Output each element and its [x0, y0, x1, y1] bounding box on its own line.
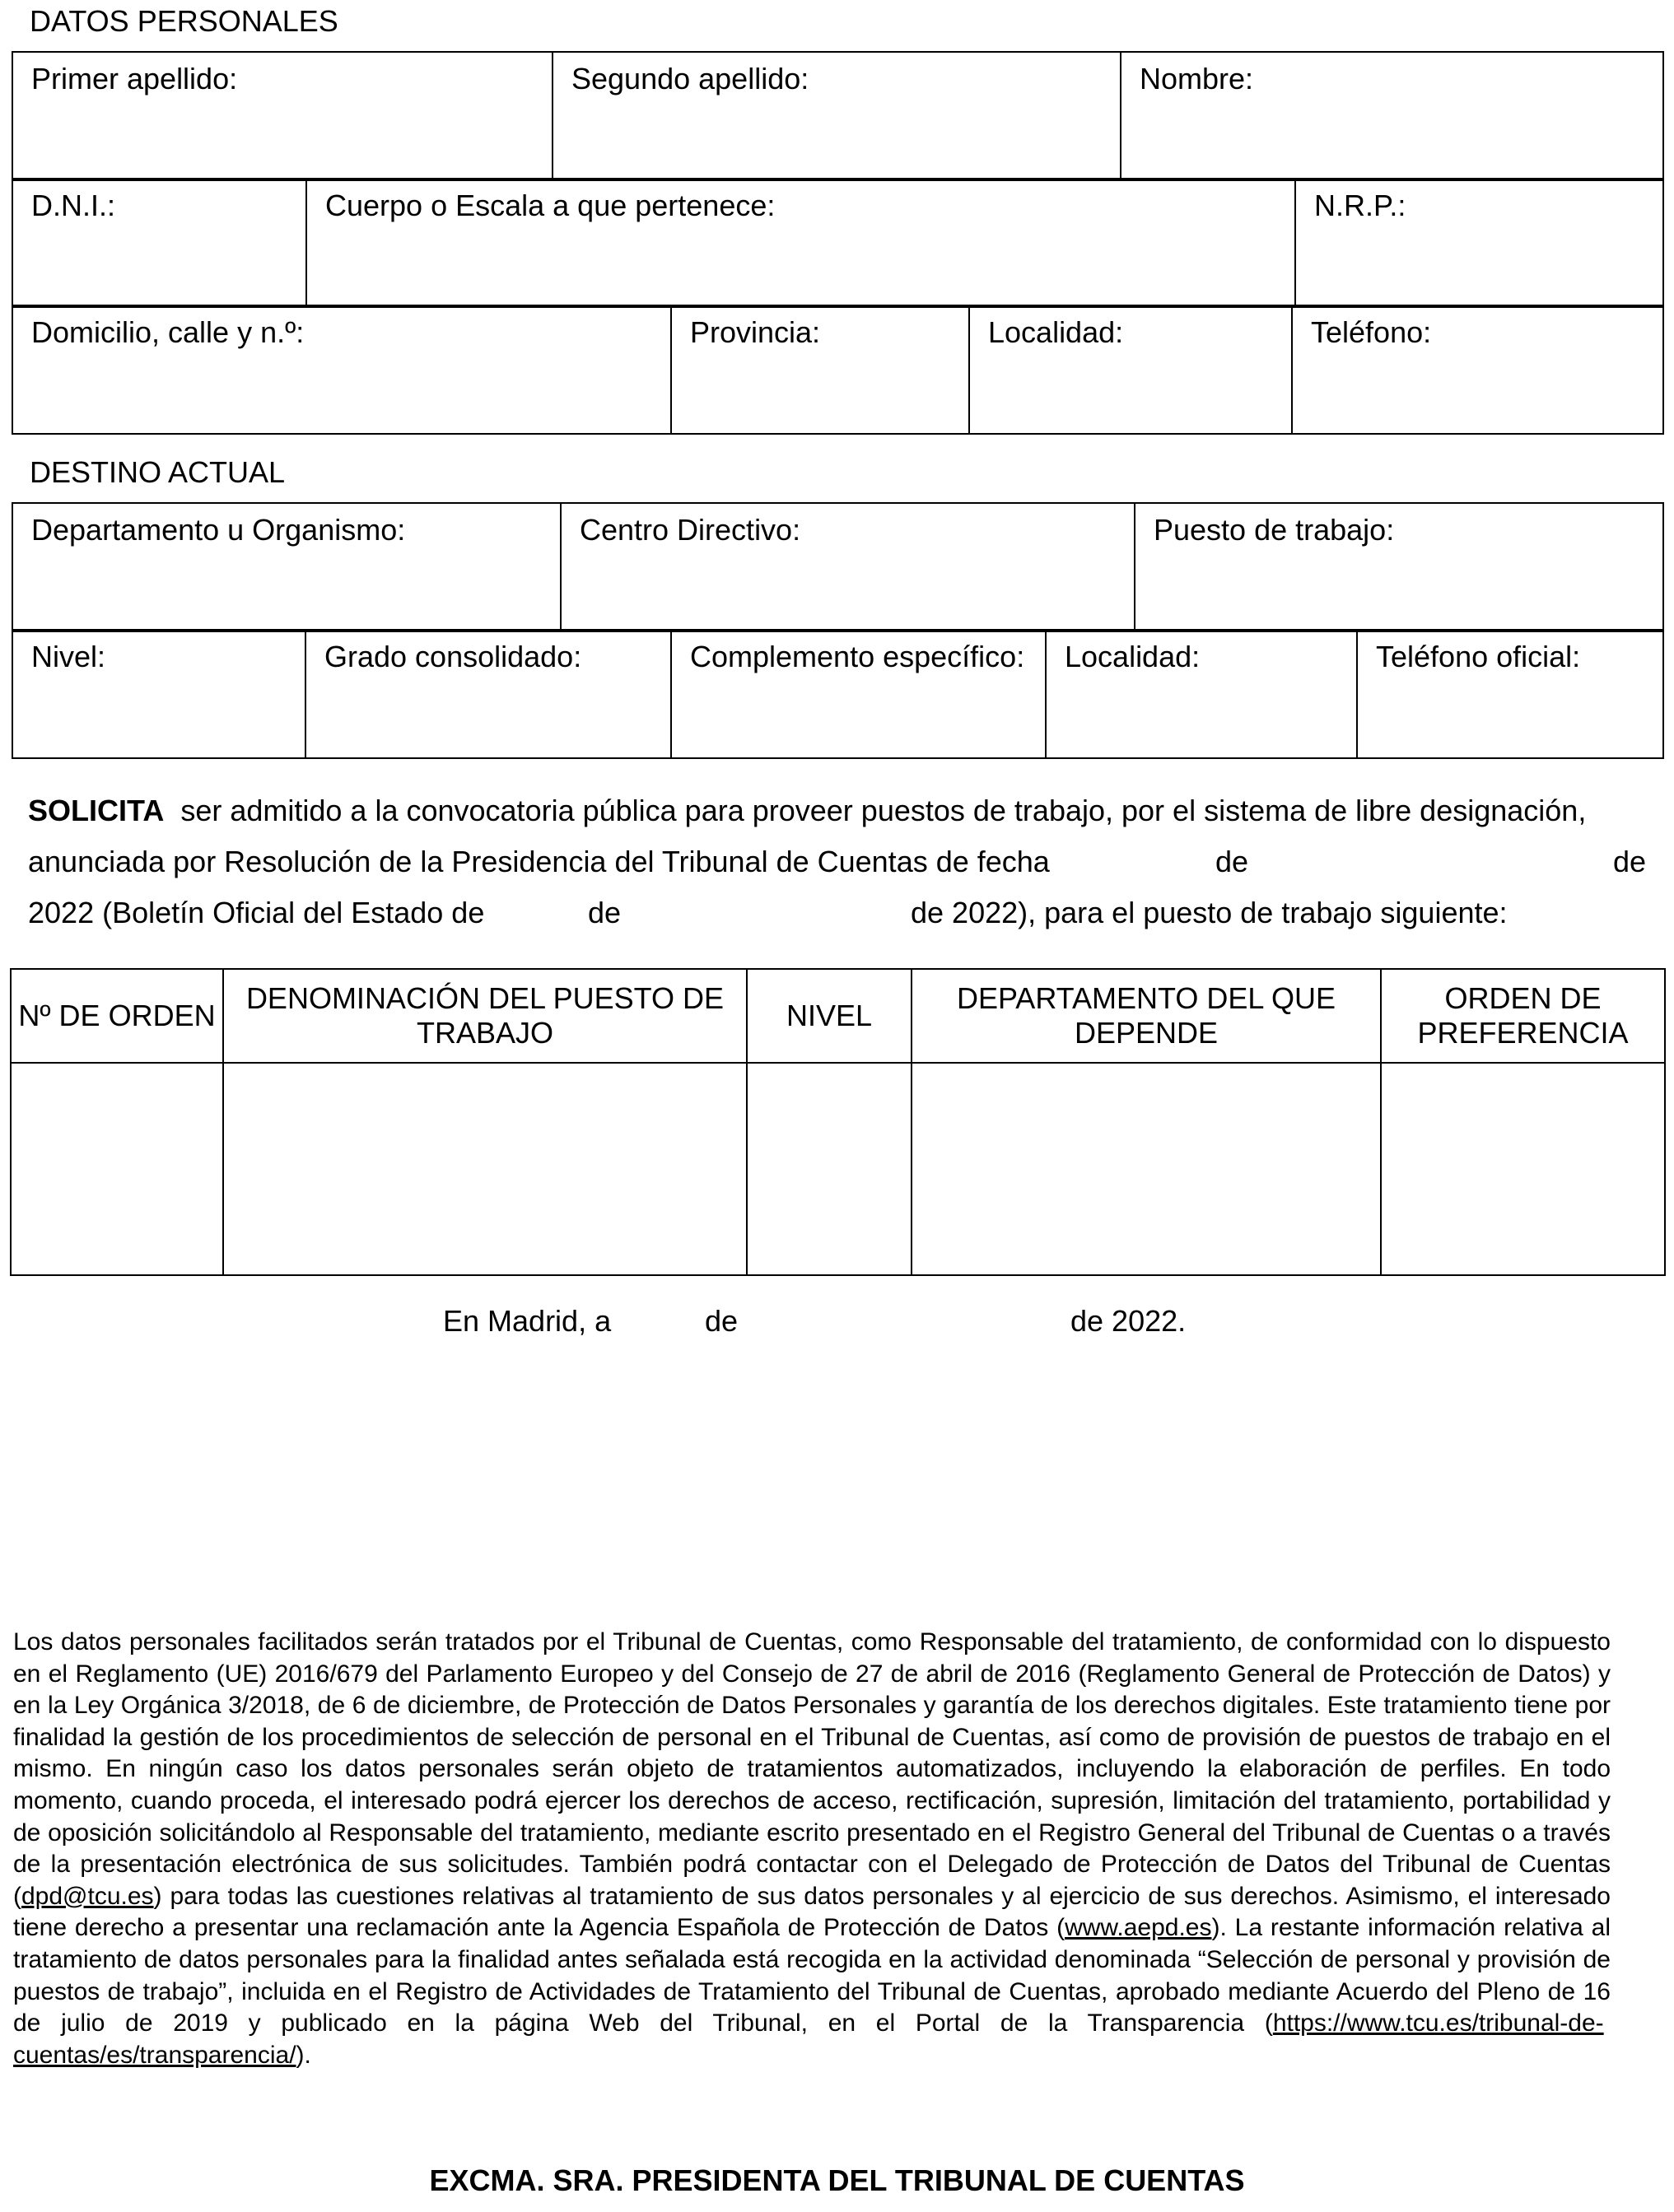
dni-field[interactable]: D.N.I.: — [12, 179, 306, 307]
signature-de-1: de — [705, 1304, 739, 1338]
aepd-link[interactable]: www.aepd.es — [1065, 1914, 1212, 1942]
solicita-line-1: SOLICITA ser admitido a la convocatoria pública para proveer puestos de trabajo, por el sistema de libre designación, — [28, 794, 1587, 827]
cuerpo-escala-field[interactable]: Cuerpo o Escala a que pertenece: — [306, 179, 1295, 307]
nombre-field[interactable]: Nombre: — [1121, 52, 1663, 180]
data-protection-notice: Los datos personales facilitados serán tratados por el Tribunal de Cuentas, como Responsable del tratamiento, de conformidad con lo dispuesto en el Reglamento (UE) 2016/679 del Parlamento Europeo y del Consejo de 27 de abril de 2016 (Reglamento General de Protección de Datos) y en la Ley Orgánica 3/2018, de 6 de diciembre, de Protección de Datos Personales y garantía de los derechos digitales. Este tratamiento tiene por finalidad la gestión de los procedimientos de selección de personal en el Tribunal de Cuentas, así como de provisión de puestos de trabajo en el mismo. En ningún caso los datos personales serán objeto de tratamientos automatizados, incluyendo la elaboración de perfiles. En todo momento, cuando proceda, el interesado podrá ejercer los derechos de acceso, rectificación, supresión, limitación del tratamiento, portabilidad y de oposición solicitándolo al Responsable del tratamiento, mediante escrito presentado en el Registro General del Tribunal de Cuentas o a través de la presentación electrónica de sus solicitudes. También podrá contactar con el Delegado de Protección de Datos del Tribunal de Cuentas (dpd@tcu.es) para todas las cuestiones relativas al tratamiento de sus datos personales y al ejercicio de sus derechos. Asimismo, el interesado tiene derecho a presentar una reclamación ante la Agencia Española de Protección de Datos (www.aepd.es). La restante información relativa al tratamiento de datos personales para la finalidad antes señalada está recogida en la actividad denominada “Selección de personal y provisión de puestos de trabajo”, incluida en el Registro de Actividades de Tratamiento del Tribunal de Cuentas, aprobado mediante Acuerdo del Pleno de 16 de julio de 2019 y publicado en la página Web del Tribunal, en el Portal de la Transparencia (https://www.tcu.es/tribunal-de- cuentas/es/transparencia/). — [13, 1628, 1611, 2069]
puesto-trabajo-field[interactable]: Puesto de trabajo: — [1135, 503, 1663, 631]
cell-departamento[interactable] — [912, 1063, 1381, 1275]
destino-localidad-field[interactable]: Localidad: — [1046, 630, 1357, 758]
header-orden-preferencia: ORDEN DE PREFERENCIA — [1381, 969, 1665, 1063]
section-title-destino: DESTINO ACTUAL — [30, 455, 286, 489]
cell-nivel[interactable] — [747, 1063, 912, 1275]
personal-data-table-row2 — [12, 178, 1664, 308]
dpd-email-link[interactable]: dpd@tcu.es — [21, 1882, 154, 1910]
transparency-link-part1[interactable]: https://www.tcu.es/tribunal-de- — [1272, 2009, 1604, 2037]
localidad-field[interactable]: Localidad: — [969, 305, 1292, 434]
addressee: EXCMA. SRA. PRESIDENTA DEL TRIBUNAL DE CUENTAS — [429, 2163, 1245, 2197]
transparency-link-part2[interactable]: cuentas/es/transparencia/ — [13, 2041, 296, 2069]
header-departamento: DEPARTAMENTO DEL QUE DEPENDE — [912, 969, 1381, 1063]
header-nivel: NIVEL — [747, 969, 912, 1063]
departamento-field[interactable]: Departamento u Organismo: — [12, 503, 561, 631]
cell-denominacion[interactable] — [223, 1063, 747, 1275]
telefono-oficial-field[interactable]: Teléfono oficial: — [1357, 630, 1663, 758]
domicilio-field[interactable]: Domicilio, calle y n.º: — [12, 305, 671, 434]
solicita-line-2: anunciada por Resolución de la Presidencia del Tribunal de Cuentas de fecha de de — [28, 845, 1647, 878]
telefono-field[interactable]: Teléfono: — [1292, 305, 1663, 434]
solicita-line-3: 2022 (Boletín Oficial del Estado de de de 2022), para el puesto de trabajo siguiente: — [28, 896, 1508, 929]
nrp-field[interactable]: N.R.P.: — [1295, 179, 1663, 307]
grado-consolidado-field[interactable]: Grado consolidado: — [305, 630, 671, 758]
provincia-field[interactable]: Provincia: — [671, 305, 969, 434]
personal-data-table-row3 — [12, 305, 1664, 435]
destino-table — [12, 502, 1664, 632]
personal-data-table — [12, 51, 1664, 181]
solicita-label: SOLICITA — [28, 794, 165, 827]
solicita-paragraph — [28, 785, 1648, 938]
destino-table-row2 — [12, 629, 1664, 759]
centro-directivo-field[interactable]: Centro Directivo: — [561, 503, 1135, 631]
nivel-field[interactable]: Nivel: — [12, 630, 305, 758]
header-numero-orden: Nº DE ORDEN — [11, 969, 223, 1063]
signature-de-2: de 2022. — [1070, 1304, 1187, 1338]
cell-orden-preferencia[interactable] — [1381, 1063, 1665, 1275]
cell-numero-orden[interactable] — [11, 1063, 223, 1275]
segundo-apellido-field[interactable]: Segundo apellido: — [553, 52, 1121, 180]
primer-apellido-field[interactable]: Primer apellido: — [12, 52, 553, 180]
section-title-personal: DATOS PERSONALES — [30, 4, 338, 38]
header-denominacion: DENOMINACIÓN DEL PUESTO DE TRABAJO — [223, 969, 747, 1063]
complemento-especifico-field[interactable]: Complemento específico: — [671, 630, 1046, 758]
posts-table — [10, 968, 1666, 1276]
signature-place: En Madrid, a — [443, 1304, 612, 1338]
